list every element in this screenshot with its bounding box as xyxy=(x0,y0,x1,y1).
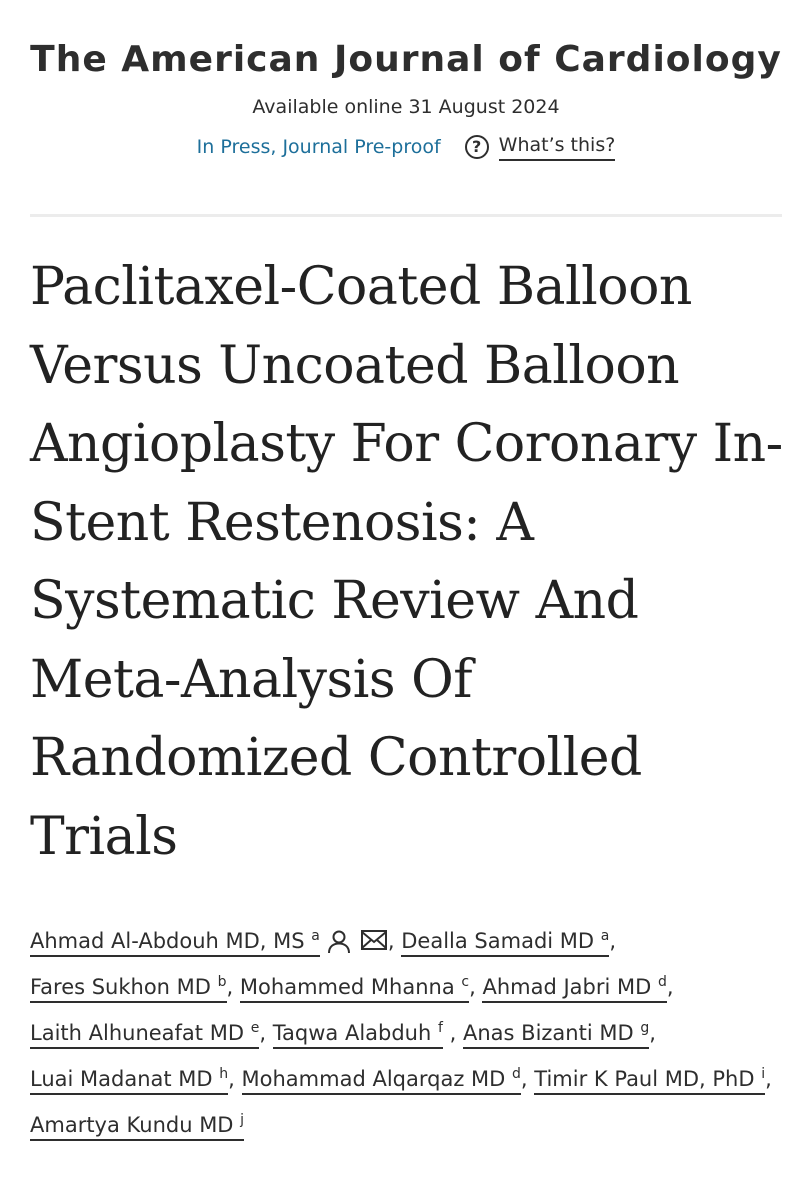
in-press-status[interactable]: In Press, Journal Pre-proof xyxy=(196,135,441,158)
journal-title[interactable]: The American Journal of Cardiology xyxy=(30,39,782,80)
whats-this-link[interactable] xyxy=(465,132,616,161)
author-affiliation: j xyxy=(240,1112,245,1128)
author-name: Amartya Kundu MD xyxy=(30,1113,234,1137)
author-affiliation: c xyxy=(461,974,470,990)
author-affiliation: a xyxy=(311,928,320,944)
author-name: Taqwa Alabduh xyxy=(272,1021,432,1045)
header-divider xyxy=(30,214,782,217)
author-separator: , xyxy=(666,975,674,999)
author-name: Luai Madanat MD xyxy=(30,1067,213,1091)
author-name: Ahmad Jabri MD xyxy=(482,975,652,999)
author-name: Laith Alhuneafat MD xyxy=(30,1021,244,1045)
author-link[interactable] xyxy=(30,1113,244,1141)
author-affiliation: b xyxy=(217,974,227,990)
author-name: Timir K Paul MD, PhD xyxy=(534,1067,755,1091)
author-separator: , xyxy=(765,1067,772,1091)
author-link[interactable] xyxy=(242,1067,521,1095)
author-affiliation: g xyxy=(640,1020,650,1036)
author-link[interactable] xyxy=(30,929,320,957)
author-separator: , xyxy=(649,1021,656,1045)
author-name: Fares Sukhon MD xyxy=(30,975,211,999)
status-row xyxy=(0,132,812,161)
author-affiliation: h xyxy=(219,1066,229,1082)
author-affiliation: i xyxy=(761,1066,766,1082)
whats-this-label[interactable]: What’s this? xyxy=(499,132,616,161)
author-separator: , xyxy=(226,975,234,999)
author-affiliation: d xyxy=(658,974,667,990)
author-affiliation: d xyxy=(512,1066,521,1082)
author-affiliation: a xyxy=(600,928,610,944)
author-link[interactable] xyxy=(534,1067,765,1095)
person-icon[interactable] xyxy=(326,929,352,955)
author-name: Ahmad Al-Abdouh MD, MS xyxy=(30,929,305,953)
author-list xyxy=(30,918,790,1148)
author-link[interactable] xyxy=(240,975,469,1003)
author-link[interactable] xyxy=(401,929,609,957)
author-separator: , xyxy=(449,1021,457,1045)
author-affiliation: f xyxy=(438,1020,443,1036)
author-separator: , xyxy=(520,1067,528,1091)
author-separator: , xyxy=(387,929,395,953)
author-link[interactable] xyxy=(30,975,227,1003)
article-title: Paclitaxel-Coated Balloon Versus Uncoated Balloon Angioplasty For Coronary In-Stent Restenosis: A Systematic Review And Meta-Analysis Of Randomized Controlled Trials xyxy=(30,257,783,867)
available-online-date: Available online 31 August 2024 xyxy=(252,96,560,118)
author-separator: , xyxy=(609,929,617,953)
author-name: Mohammed Mhanna xyxy=(239,975,455,999)
author-link[interactable] xyxy=(482,975,666,1003)
author-separator: , xyxy=(469,975,476,999)
author-affiliation: e xyxy=(250,1020,260,1036)
question-circle-icon[interactable]: ? xyxy=(465,135,489,159)
author-link[interactable] xyxy=(273,1021,443,1049)
author-separator: , xyxy=(259,1021,266,1045)
author-contact-icons xyxy=(326,929,388,955)
author-link[interactable] xyxy=(30,1067,228,1095)
author-link[interactable] xyxy=(30,1021,259,1049)
author-separator: , xyxy=(228,1067,235,1091)
mail-icon[interactable] xyxy=(360,929,388,951)
author-name: Dealla Samadi MD xyxy=(401,929,595,953)
author-link[interactable] xyxy=(463,1021,649,1049)
author-name: Mohammad Alqarqaz MD xyxy=(241,1067,506,1091)
author-name: Anas Bizanti MD xyxy=(463,1021,634,1045)
journal-header xyxy=(0,0,812,161)
